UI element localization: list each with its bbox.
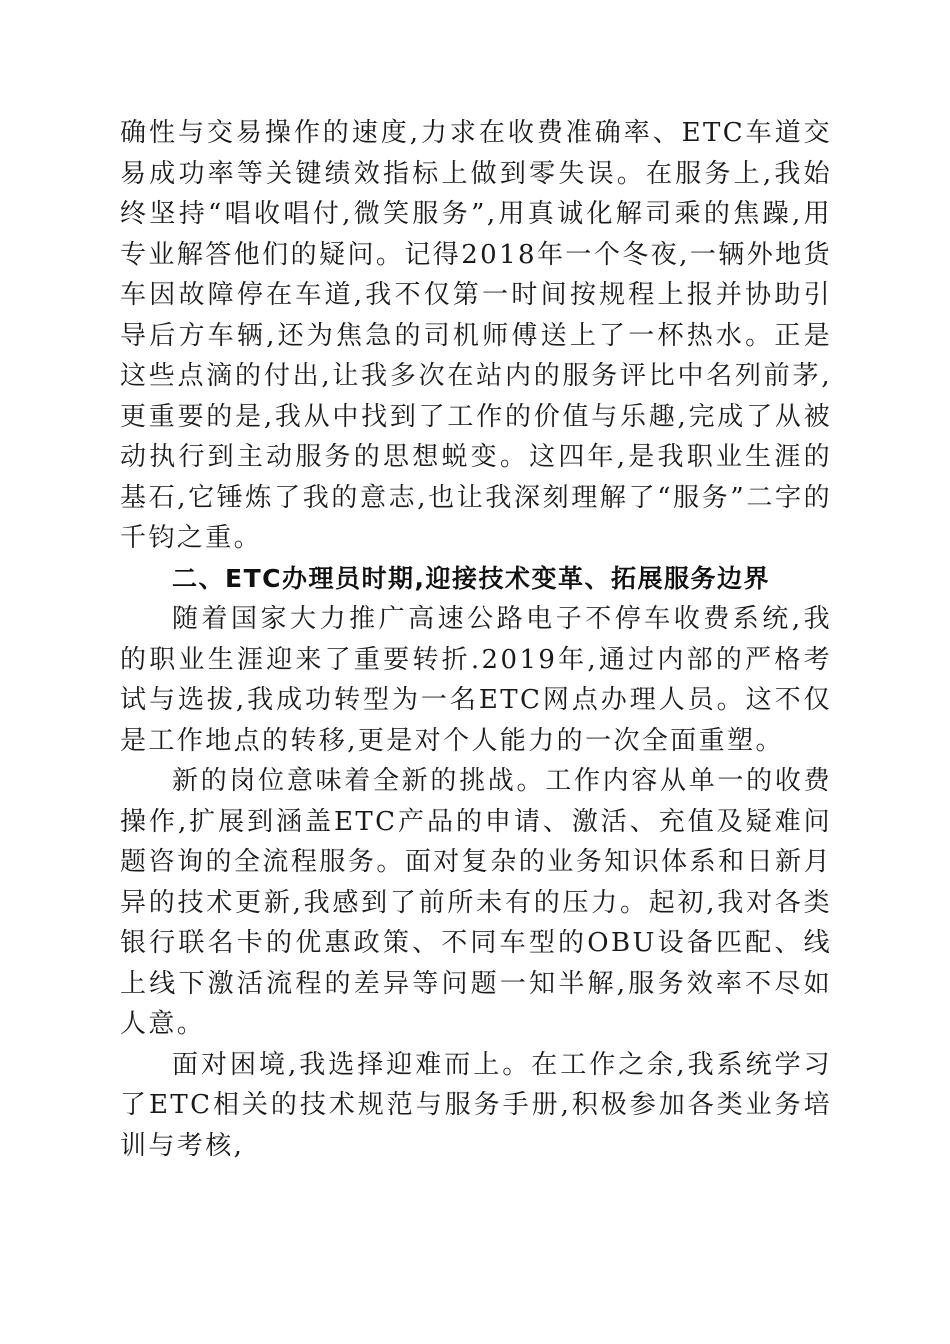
paragraph-etc-transition: 随着国家大力推广高速公路电子不停车收费系统,我的职业生涯迎来了重要转折.2019年,通过内部的严格考试与选拔,我成功转型为一名ETC网点办理人员。这不仅是工作地点的转移,更是对个人能力的一次全面重塑。 (120, 604, 832, 756)
section-heading: 二、ETC办理员时期,迎接技术变革、拓展服务边界 (172, 563, 770, 593)
document-body (120, 113, 832, 1166)
paragraph-new-challenges: 新的岗位意味着全新的挑战。工作内容从单一的收费操作,扩展到涵盖ETC产品的申请、激活、充值及疑难问题咨询的全流程服务。面对复杂的业务知识体系和日新月异的技术更新,我感到了前所未有的压力。起初,我对各类银行联名卡的优惠政策、不同车型的OBU设备匹配、线上线下激活流程的差异等问题一知半解,服务效率不尽如人意。 (120, 766, 832, 1039)
paragraph-continued: 确性与交易操作的速度,力求在收费准确率、ETC车道交易成功率等关键绩效指标上做到零失误。在服务上,我始终坚持“唱收唱付,微笑服务”,用真诚化解司乘的焦躁,用专业解答他们的疑问。记得2018年一个冬夜,一辆外地货车因故障停在车道,我不仅第一时间按规程上报并协助引导后方车辆,还为焦急的司机师傅送上了一杯热水。正是这些点滴的付出,让我多次在站内的服务评比中名列前茅,更重要的是,我从中找到了工作的价值与乐趣,完成了从被动执行到主动服务的思想蜕变。这四年,是我职业生涯的基石,它锤炼了我的意志,也让我深刻理解了“服务”二字的千钧之重。 (120, 118, 832, 553)
paragraph-facing-difficulty: 面对困境,我选择迎难而上。在工作之余,我系统学习了ETC相关的技术规范与服务手册,积极参加各类业务培训与考核, (120, 1049, 832, 1161)
